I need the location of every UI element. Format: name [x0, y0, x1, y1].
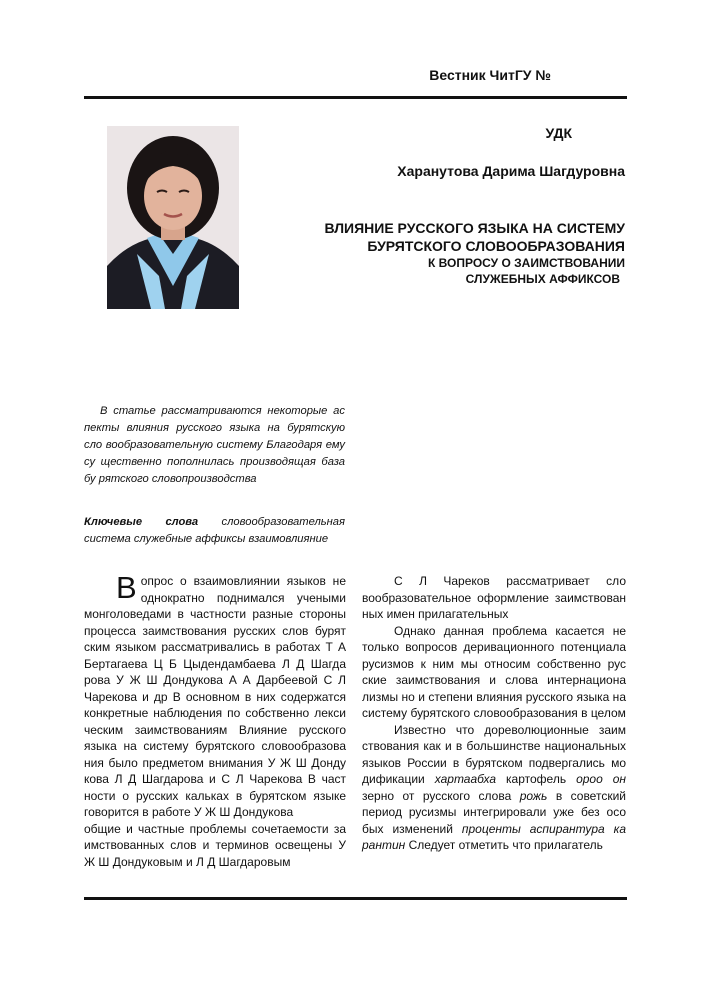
keywords-text: словообразовательная система служебные аффиксы взаимовлияние — [84, 516, 345, 545]
text-run: в советский период русизмы интегрировали уже без осо бых изменений — [362, 788, 626, 836]
subtitle-line-1: К ВОПРОСУ О ЗАИМСТВОВАНИИ — [428, 256, 625, 270]
keywords — [84, 514, 345, 548]
drop-cap: В — [116, 570, 137, 605]
italic-term: проценты аспирантура ка рантин — [362, 821, 627, 852]
text-run: Известно что дореволюционные заим ствования как и в большинстве национальных языков России в бурятском подвергались мо дификации — [362, 722, 626, 786]
author-photo — [107, 126, 239, 309]
paragraph — [84, 570, 346, 821]
udk-label: УДК — [545, 125, 572, 141]
body-column-right — [362, 573, 626, 854]
text-run: зерно от русского слова — [362, 788, 512, 803]
paragraph-text: опрос о взаимовлиянии языков не однократно поднимался учеными монголоведами в частности разные стороны процесса заимствования русских слов бурят ским языком рассматривались в работах Т А Бертагаева Ц Б Цыдендамбаева Л Д Шагда рова У Ж Ш Дондукова А А Дарбеевой С Л Чарекова и др В основном в них содержатся конкретные наблюдения по собственно лекси ческим заимствованиям Влияние русского языка на систему бурятского словообразова ния было предметом внимания У Ж Ш Донду кова Л Д Шагдарова и С Л Чарекова В част ности о русских кальках в бурятском языке говорится в работе У Ж Ш Дондукова — [84, 574, 346, 819]
footer-rule — [84, 897, 627, 900]
keywords-label: Ключевые слова — [84, 516, 199, 528]
italic-term: хартаабха — [434, 772, 497, 786]
abstract: В статье рассматриваются некоторые ас пекты влияния русского языка на бурятскую сло вообразовательную систему Благодаря ему су щественно пополнилась производящая база бу рятского словопроизводства — [84, 405, 345, 485]
title-line-2: БУРЯТСКОГО СЛОВООБРАЗОВАНИЯ — [367, 238, 625, 254]
subtitle-line-2: СЛУЖЕБНЫХ АФФИКСОВ — [465, 272, 620, 286]
italic-term: ороо он — [576, 772, 627, 786]
paragraph: общие и частные проблемы сочетаемости за имствованных слов и терминов освещены У Ж Ш Дондуковым и Л Д Шагдаровым — [84, 821, 346, 869]
text-run: Следует отметить что прилагатель — [408, 838, 603, 852]
author-name: Харанутова Дарима Шагдуровна — [397, 163, 625, 179]
paragraph — [362, 722, 626, 854]
italic-term: рожь — [519, 788, 548, 803]
paragraph: С Л Чареков рассматривает сло вообразовательное оформление заимствован ных имен прилагательных — [362, 574, 626, 621]
header-rule — [84, 96, 627, 99]
article-title — [324, 219, 625, 287]
text-run: картофель — [506, 772, 567, 786]
paragraph: Однако данная проблема касается не только вопросов деривационного потенциала русизмов к ним мы относим собственно рус ские заимствования и слова интернациона лизмы но и степени влияния русского языка на систему бурятского словообразования в целом — [362, 623, 626, 720]
title-line-1: ВЛИЯНИЕ РУССКОГО ЯЗЫКА НА СИСТЕМУ — [324, 220, 625, 236]
journal-header: Вестник ЧитГУ № — [429, 67, 551, 83]
body-column-left — [84, 570, 346, 870]
